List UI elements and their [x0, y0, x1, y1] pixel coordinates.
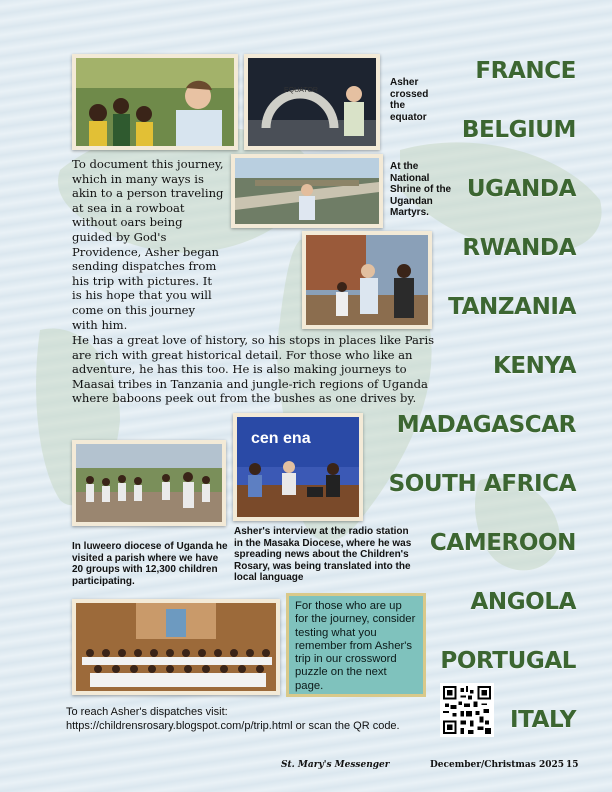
dispatch-label: To reach Asher's dispatches visit: [66, 706, 228, 718]
country-uganda: UGANDA [466, 176, 576, 202]
country-tanzania: TANZANIA [448, 294, 576, 320]
caption-equator: Asher crossed the equator [390, 77, 429, 123]
page-number: 15 [566, 760, 579, 770]
paragraph-history: He has a great love of history, so his stops in places like Paris are rich with great historical detail. For those who like an adventure, he has this too. He is also making journeys to Maasai tribes in Tanzania and jungle-rich regions of Uganda where baboons peek out from the bushes as one drives by. [72, 333, 435, 406]
country-cameroon: CAMEROON [429, 530, 576, 556]
country-rwanda: RWANDA [462, 235, 576, 261]
country-italy: ITALY [510, 707, 576, 733]
photo-group-with-priest [302, 231, 432, 329]
caption-shrine: At the National Shrine of the Ugandan Martyrs. [390, 161, 452, 218]
qr-code-icon[interactable] [440, 683, 494, 737]
photo-children-choir [72, 599, 280, 695]
caption-radio: Asher's interview at the radio station in the Masaka Diocese, where he was spreading news about the Children's Rosary, was being translated into the local language [234, 526, 412, 583]
dispatch-link-text [66, 706, 400, 733]
dispatch-url[interactable]: https://childrensrosary.blogspot.com/p/trip.html or scan the QR code. [66, 719, 400, 732]
photo-luweero-parish [72, 440, 226, 526]
publication-name: St. Mary's Messenger [281, 760, 390, 770]
photo-equator-monument [244, 54, 380, 150]
country-france: FRANCE [475, 58, 576, 84]
photo-asher-with-children [72, 54, 238, 150]
caption-luweero: In luweero diocese of Uganda he visited a parish where we have 20 groups with 12,300 children participating. [72, 541, 228, 587]
country-madagascar: MADAGASCAR [396, 412, 576, 438]
country-south-africa: SOUTH AFRICA [388, 471, 576, 497]
radio-sign-text: cen ena [251, 430, 311, 447]
country-angola: ANGOLA [470, 589, 576, 615]
paragraph-journey: To document this journey, which in many ways is akin to a person traveling at sea in a rowboat without oars being guided by God's Providence, Asher began sending dispatches from his trip with pictures. It is his hope that you will come on this journey with him. [72, 157, 224, 332]
country-portugal: PORTUGAL [440, 648, 576, 674]
crossword-promo-box: For those who are up for the journey, consider testing what you remember from Asher's trip in our crossword puzzle on the next page. [286, 593, 426, 697]
photo-radio-station [233, 413, 363, 521]
equator-sign-text: EQUATOR [284, 87, 318, 94]
country-kenya: KENYA [492, 353, 576, 379]
issue-date: December/Christmas 2025 [430, 760, 565, 770]
photo-national-shrine [231, 154, 383, 228]
country-belgium: BELGIUM [461, 117, 576, 143]
